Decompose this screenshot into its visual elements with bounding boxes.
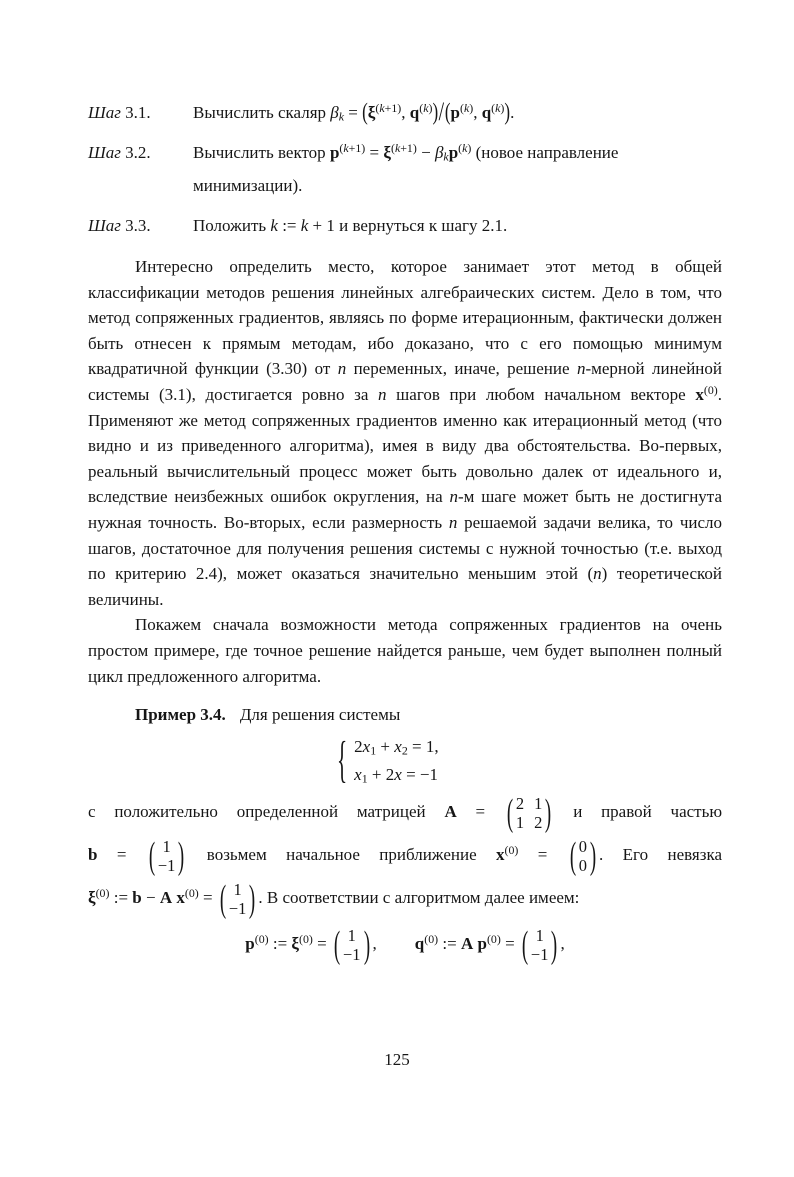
text-run: = xyxy=(365,143,384,162)
equals-sign: = xyxy=(203,888,213,907)
text-run: k xyxy=(443,149,449,164)
vector-b-symbol: b xyxy=(132,888,142,907)
text-run: , xyxy=(401,103,410,122)
rhs-line-mid: возьмем начальное приближение xyxy=(206,845,477,864)
text-run: (новое направление минимизации). xyxy=(193,143,619,195)
text-run: p xyxy=(450,103,460,122)
equation-system xyxy=(338,733,722,789)
paragraph-method-classification xyxy=(88,254,722,612)
text-run: +1) xyxy=(400,141,417,156)
text-run: -м шаге может быть не достигнута нужная точность. Во-вторых, если размерность xyxy=(88,487,722,532)
text-run: n xyxy=(337,359,347,379)
text-run: n xyxy=(449,487,458,507)
text-run: Вычислить вектор xyxy=(193,143,330,162)
example-intro: Для решения системы xyxy=(239,705,401,725)
text-run: Вычислить скаляр xyxy=(193,103,331,122)
vector-p0 xyxy=(333,923,370,966)
residual-line xyxy=(88,877,722,920)
assign-sign: := xyxy=(272,934,288,953)
matrix-A-symbol: A xyxy=(460,934,474,953)
residual-line-post: . В соответствии с алгоритмом далее имеем: xyxy=(258,888,580,907)
vector-entry: −1 xyxy=(157,856,176,876)
text-run: k xyxy=(343,141,349,156)
q-symbol: q xyxy=(414,934,425,953)
text-run: ξ xyxy=(383,143,391,162)
right-paren-icon: ) xyxy=(249,877,256,920)
text-run: ( xyxy=(444,97,451,126)
vector-entry: −1 xyxy=(228,899,247,919)
text-run: / xyxy=(438,96,445,127)
step-3-1-instruction xyxy=(193,96,722,129)
equals-sign: = xyxy=(116,845,127,864)
text-run: переменных, иначе, решение xyxy=(346,359,577,379)
comma: , xyxy=(372,934,377,953)
text-run: ( xyxy=(362,97,368,126)
text-run: k xyxy=(394,141,401,156)
algorithm-steps xyxy=(88,96,722,242)
text-run: + xyxy=(376,737,395,757)
text-run: ) xyxy=(428,101,433,116)
step-word: Шаг xyxy=(88,103,121,122)
step-number: 3.1. xyxy=(125,103,151,122)
text-run: x xyxy=(695,384,704,404)
p-superscript: (0) xyxy=(254,932,269,947)
right-paren-icon: ) xyxy=(551,923,558,966)
text-run: . xyxy=(510,103,515,122)
vector-q0 xyxy=(521,923,558,966)
step-3-3-label xyxy=(88,209,193,242)
vector-xi0 xyxy=(219,877,256,920)
text-run: β xyxy=(434,143,444,162)
text-run: ( xyxy=(491,101,496,116)
text-run: n xyxy=(576,359,586,379)
vector-entry: 1 xyxy=(233,880,242,900)
left-paren-icon: ( xyxy=(333,923,341,966)
right-paren-icon: ) xyxy=(589,834,597,877)
text-run: шагов при любом начальном векторе xyxy=(386,384,696,404)
text-run: β xyxy=(330,103,339,122)
text-run: x xyxy=(394,765,402,785)
right-paren-icon: ) xyxy=(545,791,552,834)
text-run: p xyxy=(329,143,340,162)
text-run: − xyxy=(416,143,435,162)
matrix-line xyxy=(88,791,723,834)
equation-1 xyxy=(354,733,438,761)
left-brace-icon: { xyxy=(336,731,348,789)
x-symbol: x xyxy=(496,845,505,864)
text-run: + 2 xyxy=(367,765,395,785)
text-run: ( xyxy=(390,141,395,156)
text-run: Покажем сначала возможности метода сопряженных градиентов на очень простом примере, где точное решение найдется раньше, чем будет выполнен полный цикл предложенного алгоритма. xyxy=(88,615,722,686)
system-equations xyxy=(354,733,438,789)
xi-symbol: ξ xyxy=(291,934,300,953)
left-paren-icon: ( xyxy=(148,834,155,877)
x0-definition xyxy=(496,834,599,877)
text-run: k xyxy=(462,141,468,156)
text-run: ( xyxy=(419,101,424,116)
text-run: ) xyxy=(504,97,511,126)
example-3-4 xyxy=(88,705,722,964)
equals-sign: = xyxy=(317,934,327,953)
text-run: ( xyxy=(458,141,463,156)
step-number: 3.3. xyxy=(125,216,151,235)
left-paren-icon: ( xyxy=(569,834,576,877)
matrix-entry: 2 xyxy=(534,813,543,833)
vector-b-symbol: b xyxy=(88,845,98,864)
text-run: p xyxy=(448,143,459,162)
step-word: Шаг xyxy=(88,143,121,162)
text-run: ( xyxy=(339,141,344,156)
text-run: n xyxy=(593,564,602,584)
vector-entry: 0 xyxy=(578,837,588,857)
text-run: k xyxy=(495,101,501,116)
x0-superscript: (0) xyxy=(504,843,519,858)
text-run: = xyxy=(344,103,363,122)
text-run: +1) xyxy=(384,101,402,116)
vector-entry: 1 xyxy=(162,837,171,857)
xi-superscript: (0) xyxy=(95,886,110,901)
vector-x0 xyxy=(569,834,597,877)
vector-b xyxy=(148,834,185,877)
text-run: ) xyxy=(467,141,472,156)
minus-sign: − xyxy=(146,888,156,907)
p-superscript: (0) xyxy=(486,932,501,947)
text-run: k xyxy=(338,109,345,124)
text-run: x xyxy=(354,765,362,785)
text-run: = 1, xyxy=(407,737,439,757)
step-word: Шаг xyxy=(88,216,121,235)
x-symbol: x xyxy=(176,888,185,907)
p-symbol: p xyxy=(245,934,255,953)
matrix-line-post: и правой частью xyxy=(573,802,723,821)
text-run: k xyxy=(300,216,309,235)
step-3-3-instruction xyxy=(193,209,722,242)
vector-b-definition xyxy=(88,834,187,877)
text-run: ) xyxy=(500,101,505,116)
equation-2 xyxy=(354,761,438,789)
text-run: ) xyxy=(469,101,474,116)
text-run: ) теоретической величины. xyxy=(88,564,722,609)
matrix-entry: 1 xyxy=(515,813,525,833)
x-superscript: (0) xyxy=(184,886,199,901)
matrix-A-symbol: A xyxy=(159,888,173,907)
text-run: n xyxy=(378,384,387,404)
text-run: ( xyxy=(459,101,464,116)
vector-entry: 0 xyxy=(578,856,588,876)
right-paren-icon: ) xyxy=(363,923,370,966)
p-symbol: p xyxy=(477,934,487,953)
step-3-3 xyxy=(88,209,722,242)
rhs-line xyxy=(88,834,723,877)
text-run: 1 xyxy=(361,771,368,786)
matrix-entry: 1 xyxy=(534,794,543,814)
matrix-A-definition xyxy=(444,791,554,834)
text-run: k xyxy=(270,216,278,235)
example-heading xyxy=(88,705,722,725)
step-3-1 xyxy=(88,96,722,129)
text-run: -мерной линейной системы (3.1), достигается ровно за xyxy=(88,359,722,404)
text-run: k xyxy=(423,101,429,116)
xi-superscript: (0) xyxy=(299,932,313,947)
text-run: q xyxy=(409,103,420,122)
text-run: + 1 и вернуться к шагу 2.1. xyxy=(308,216,508,235)
matrix-entry: 2 xyxy=(515,794,525,814)
text-run: . Применяют же метод сопряженных градиентов именно как итерационный метод (что видно и из приведенного алгоритма), имея в виду два обстоятельства. Во-первых, реальный вычислительный процесс может быть довольно далек от идеального и, вследствие неизбежных ошибок округления, на xyxy=(88,384,722,507)
vector-entry: 1 xyxy=(347,926,356,946)
matrix-A-symbol: A xyxy=(444,802,457,821)
assign-sign: := xyxy=(442,934,457,953)
equals-sign: = xyxy=(505,934,515,953)
left-paren-icon: ( xyxy=(219,877,226,920)
equals-sign: = xyxy=(537,845,548,864)
page-number: 125 xyxy=(384,1050,410,1069)
matrix-A xyxy=(506,791,552,834)
equals-sign: = xyxy=(475,802,486,821)
text-run: , xyxy=(473,103,482,122)
residual-definition xyxy=(88,877,258,920)
text-run: +1) xyxy=(348,141,366,156)
step-3-1-label xyxy=(88,96,193,129)
comma: , xyxy=(560,934,565,953)
vector-entry: −1 xyxy=(342,945,361,965)
matrix-line-pre: с положительно определенной матрицей xyxy=(88,802,426,821)
assign-sign: := xyxy=(113,888,129,907)
vector-entry: 1 xyxy=(535,926,544,946)
text-run: ) xyxy=(432,97,439,126)
text-run: x xyxy=(362,737,371,757)
left-paren-icon: ( xyxy=(521,923,529,966)
step-3-2-instruction xyxy=(193,136,722,202)
text-run: q xyxy=(481,103,492,122)
text-run: k xyxy=(379,101,385,116)
right-paren-icon: ) xyxy=(178,834,185,877)
text-run: (0) xyxy=(703,383,718,398)
step-3-2 xyxy=(88,136,722,202)
text-run: x xyxy=(394,737,402,757)
text-run: n xyxy=(448,512,458,532)
rhs-line-post: . Его невязка xyxy=(599,845,723,864)
step-3-2-label xyxy=(88,136,193,202)
left-paren-icon: ( xyxy=(506,791,514,834)
text-run: 2 xyxy=(354,737,363,757)
q-superscript: (0) xyxy=(424,932,439,947)
text-run: решаемой задачи велика, то число шагов, достаточное для получения решения системы с нужной точностью (т.е. выход по критерию 2.4), может оказаться значительно меньшим этой ( xyxy=(88,512,722,584)
text-run: ξ xyxy=(367,103,376,122)
text-run: ( xyxy=(375,101,380,116)
text-run: 1 xyxy=(370,743,377,758)
text-run: Интересно определить место, которое занимает этот метод в общей классификации методов решения линейных алгебраических систем. Дело в том, что метод сопряженных градиентов, являясь по форме итерационным, фактически должен быть отнесен к прямым методам, ибо доказано, что с его помощью минимум квадратичной функции (3.30) от xyxy=(88,257,722,379)
vector-entry: −1 xyxy=(530,945,549,965)
text-run: k xyxy=(463,101,470,116)
text-run: Положить xyxy=(193,216,271,235)
text-run: = −1 xyxy=(401,765,438,785)
text-run: := xyxy=(277,216,301,235)
xi-symbol: ξ xyxy=(88,888,96,907)
iteration-formulas xyxy=(88,923,722,966)
text-run: 2 xyxy=(401,743,408,758)
example-label: Пример 3.4. xyxy=(135,705,226,725)
paragraph-example-lead xyxy=(88,612,722,689)
step-number: 3.2. xyxy=(125,143,151,162)
